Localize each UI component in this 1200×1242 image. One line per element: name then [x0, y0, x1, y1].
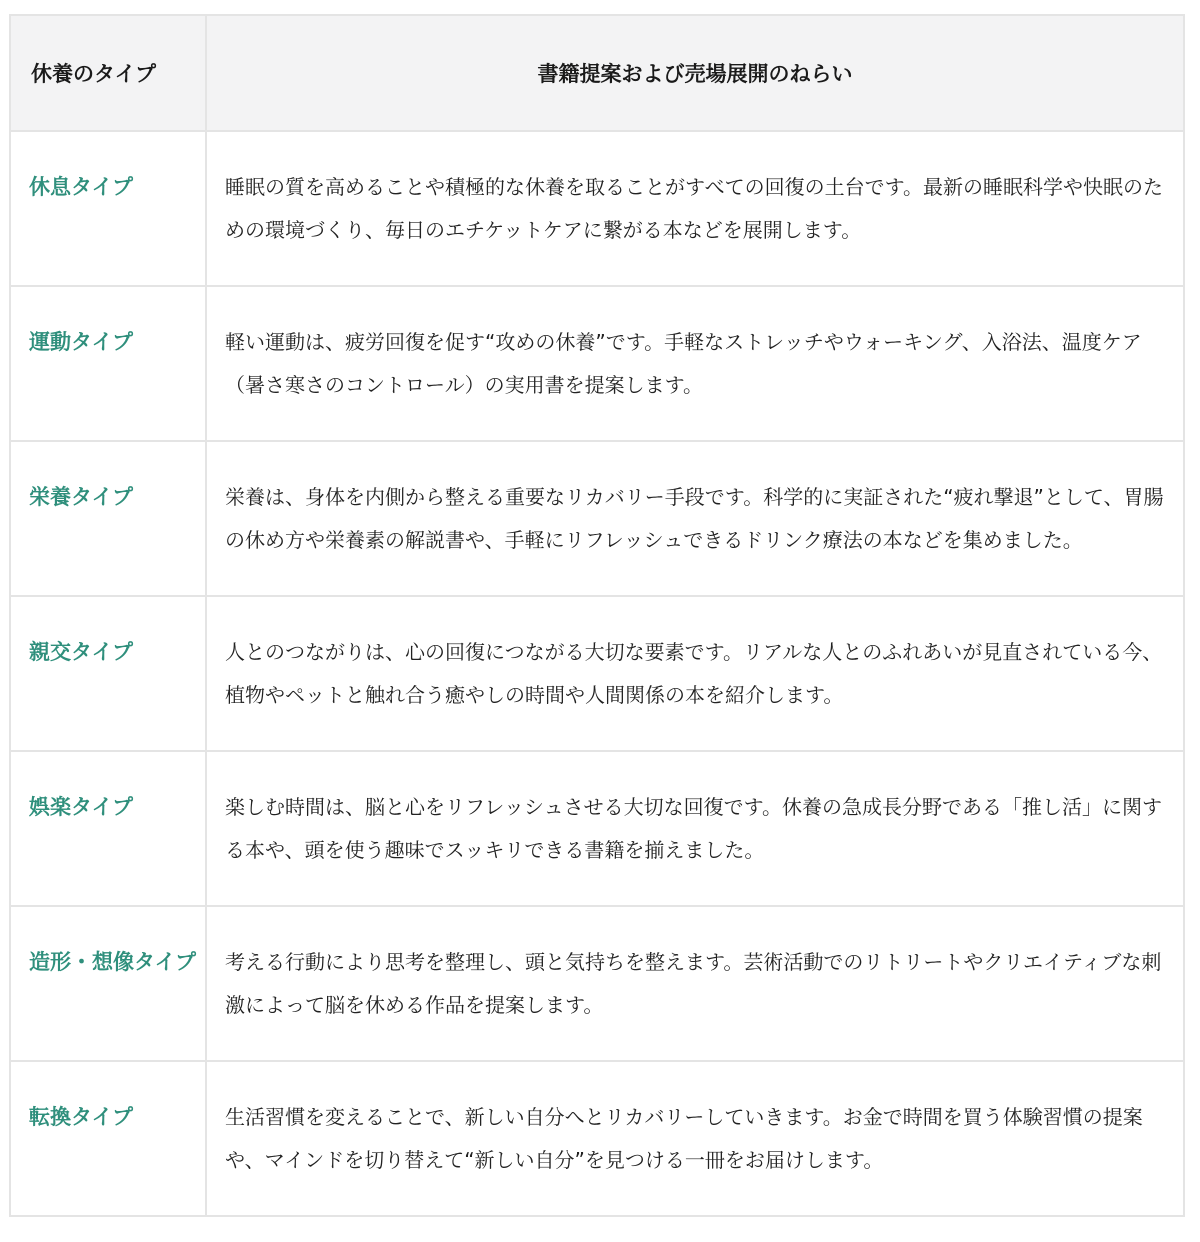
rest-type-label: 造形・想像タイプ	[10, 906, 206, 1061]
table-row	[10, 441, 1184, 596]
rest-type-label: 転換タイプ	[10, 1061, 206, 1216]
rest-type-description: 睡眠の質を高めることや積極的な休養を取ることがすべての回復の土台です。最新の睡眠科学や快眠のための環境づくり、毎日のエチケットケアに繋がる本などを展開します。	[206, 131, 1184, 286]
rest-type-description: 楽しむ時間は、脳と心をリフレッシュさせる大切な回復です。休養の急成長分野である「推し活」に関する本や、頭を使う趣味でスッキリできる書籍を揃えました。	[206, 751, 1184, 906]
rest-type-label: 栄養タイプ	[10, 441, 206, 596]
rest-type-label: 運動タイプ	[10, 286, 206, 441]
rest-type-description: 考える行動により思考を整理し、頭と気持ちを整えます。芸術活動でのリトリートやクリエイティブな刺激によって脳を休める作品を提案します。	[206, 906, 1184, 1061]
rest-type-description: 栄養は、身体を内側から整える重要なリカバリー手段です。科学的に実証された“疲れ撃退”として、胃腸の休め方や栄養素の解説書や、手軽にリフレッシュできるドリンク療法の本などを集めました。	[206, 441, 1184, 596]
rest-type-label: 親交タイプ	[10, 596, 206, 751]
table-row	[10, 286, 1184, 441]
rest-types-table-container	[9, 14, 1185, 1217]
rest-type-description: 人とのつながりは、心の回復につながる大切な要素です。リアルな人とのふれあいが見直されている今、植物やペットと触れ合う癒やしの時間や人間関係の本を紹介します。	[206, 596, 1184, 751]
rest-type-label: 娯楽タイプ	[10, 751, 206, 906]
table-row	[10, 751, 1184, 906]
table-row	[10, 596, 1184, 751]
table-row	[10, 906, 1184, 1061]
rest-type-description: 軽い運動は、疲労回復を促す“攻めの休養”です。手軽なストレッチやウォーキング、入浴法、温度ケア（暑さ寒さのコントロール）の実用書を提案します。	[206, 286, 1184, 441]
rest-types-table	[9, 14, 1185, 1217]
table-row	[10, 1061, 1184, 1216]
rest-type-description: 生活習慣を変えることで、新しい自分へとリカバリーしていきます。お金で時間を買う体験習慣の提案や、マインドを切り替えて“新しい自分”を見つける一冊をお届けします。	[206, 1061, 1184, 1216]
table-header-row	[10, 15, 1184, 131]
header-book-proposal-aim: 書籍提案および売場展開のねらい	[206, 15, 1184, 131]
table-row	[10, 131, 1184, 286]
rest-type-label: 休息タイプ	[10, 131, 206, 286]
header-rest-type: 休養のタイプ	[10, 15, 206, 131]
